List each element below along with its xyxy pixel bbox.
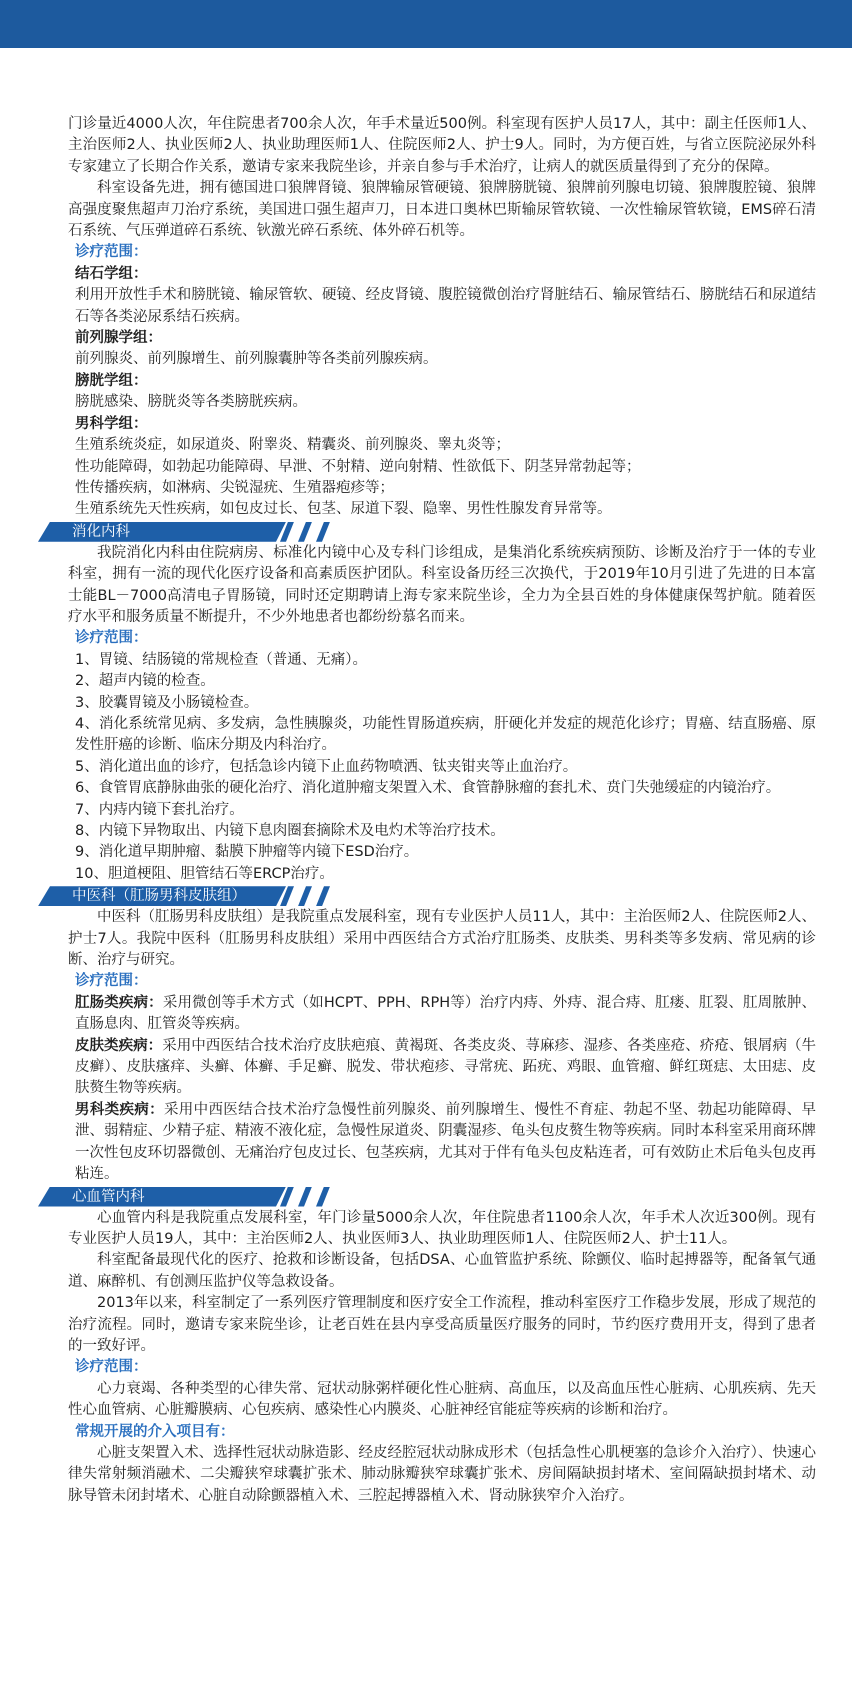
digestive-item-6: 6、食管胃底静脉曲张的硬化治疗、消化道肿瘤支架置入术、食管静脉瘤的套扎术、贲门失弛缓症的内镜治疗。 <box>75 780 781 797</box>
urology-equipment-paragraph: 科室设备先进，拥有德国进口狼牌肾镜、狼牌输尿管硬镜、狼牌膀胱镜、狼牌前列腺电切镜、狼牌腹腔镜、狼牌高强度聚焦超声刀治疗系统，美国进口强生超声刀，日本进口奥林巴斯输尿管软镜、一次性输尿管软镜，EMS碎石清石系统、气压弹道碎石系统、钬激光碎石系统、体外碎石机等。 <box>68 180 816 240</box>
cardio-scope-text: 心力衰竭、各种类型的心律失常、冠状动脉粥样硬化性心脏病、高血压，以及高血压性心脏病、心肌疾病、先天性心血管病、心脏瓣膜病、心包疾病、感染性心内膜炎、心脏神经官能症等疾病的诊断和治疗。 <box>68 1380 816 1419</box>
digestive-item-1: 1、胃镜、结肠镜的常规检查（普通、无痛）。 <box>75 651 367 668</box>
tcm-item-anorectal-text: 采用微创等手术方式（如HCPT、PPH、RPH等）治疗内痔、外痔、混合痔、肛瘘、肛裂、肛周脓肿、直肠息肉、肛管炎等疾病。 <box>75 994 817 1033</box>
digestive-item-8: 8、内镜下异物取出、内镜下息肉圈套摘除术及电灼术等治疗技术。 <box>75 823 505 839</box>
bladder-group-title: 膀胱学组： <box>75 372 148 389</box>
section-banner-tcm <box>38 886 338 906</box>
digestive-item-4: 4、消化系统常见病、多发病，急性胰腺炎，功能性胃肠道疾病，肝硬化并发症的规范化诊疗；胃癌、结直肠癌、原发性肝癌的诊断、临床分期及内科治疗。 <box>75 715 816 754</box>
section-banner-cardio <box>38 1187 338 1207</box>
cardio-intervention-heading: 常规开展的介入项目有： <box>75 1423 235 1440</box>
cardio-intervention-text: 心脏支架置入术、选择性冠状动脉造影、经皮经腔冠状动脉成形术（包括急性心肌梗塞的急诊介入治疗）、快速心律失常射频消融术、二尖瓣狭窄球囊扩张术、肺动脉瓣狭窄球囊扩张术、房间隔缺损封堵术、室间隔缺损封堵术、动脉导管未闭封堵术、心脏自动除颤器植入术、三腔起搏器植入术、肾动脉狭窄介入治疗。 <box>68 1444 816 1504</box>
digestive-item-7: 7、内痔内镜下套扎治疗。 <box>75 801 244 818</box>
digestive-item-9: 9、消化道早期肿瘤、黏膜下肿瘤等内镜下ESD治疗。 <box>75 844 419 861</box>
section-title-cardio: 心血管内科 <box>72 1188 145 1205</box>
digestive-intro-paragraph: 我院消化内科由住院病房、标准化内镜中心及专科门诊组成，是集消化系统疾病预防、诊断及治疗于一体的专业科室，拥有一流的现代化医疗设备和高素质医护团队。科室设备历经三次换代，于2019年10月引进了先进的日本富士能BL－7000高清电子胃肠镜，同时还定期聘请上海专家来院坐诊，全力为全县百姓的身体健康保驾护航。随着医疗水平和服务质量不断提升，不少外地患者也都纷纷慕名而来。 <box>68 544 816 625</box>
andrology-line-1: 生殖系统炎症，如尿道炎、附睾炎、精囊炎、前列腺炎、睾丸炎等； <box>75 437 510 454</box>
digestive-item-3: 3、胶囊胃镜及小肠镜检查。 <box>75 694 259 711</box>
tcm-item-andrology-label: 男科类疾病： <box>75 1101 164 1118</box>
tcm-item-andrology <box>68 1100 816 1186</box>
tcm-item-skin-label: 皮肤类疾病： <box>75 1037 163 1054</box>
tcm-scope-heading: 诊疗范围： <box>75 973 148 990</box>
section-title-tcm: 中医科（肛肠男科皮肤组） <box>72 888 246 905</box>
section-title-digestive: 消化内科 <box>72 523 130 540</box>
document-body <box>68 114 816 1507</box>
stone-group-text: 利用开放性手术和膀胱镜、输尿管软、硬镜、经皮肾镜、腹腔镜微创治疗肾脏结石、输尿管结石、膀胱结石和尿道结石等各类泌尿系结石疾病。 <box>75 287 816 325</box>
cardio-history-paragraph: 2013年以来，科室制定了一系列医疗管理制度和医疗安全工作流程，推动科室医疗工作稳步发展，形成了规范的治疗流程。同时，邀请专家来院坐诊，让老百姓在县内享受高质量医疗服务的同时，节约医疗费用开支，得到了患者的一致好评。 <box>68 1295 816 1354</box>
andrology-line-2: 性功能障碍，如勃起功能障碍、早泄、不射精、逆向射精、性欲低下、阴茎异常勃起等； <box>75 458 641 475</box>
andrology-line-3: 性传播疾病，如淋病、尖锐湿疣、生殖器疱疹等； <box>75 479 394 496</box>
top-header-bar <box>0 0 852 48</box>
prostate-group-text: 前列腺炎、前列腺增生、前列腺囊肿等各类前列腺疾病。 <box>75 351 438 368</box>
stone-group-title: 结石学组： <box>75 265 148 282</box>
urology-scope-heading: 诊疗范围： <box>75 244 148 261</box>
digestive-item-10: 10、胆道梗阻、胆管结石等ERCP治疗。 <box>75 865 334 882</box>
tcm-item-anorectal-label: 肛肠类疾病： <box>75 994 163 1011</box>
prostate-group-title: 前列腺学组： <box>75 330 162 347</box>
cardio-intro-paragraph: 心血管内科是我院重点发展科室，年门诊量5000余人次，年住院患者1100余人次，年手术人次近300例。现有专业医护人员19人，其中：主治医师2人、执业医师3人、执业助理医师1人、住院医师2人、护士11人。 <box>68 1209 816 1247</box>
section-banner-digestive <box>38 522 338 542</box>
tcm-item-andrology-text: 采用中西医结合技术治疗急慢性前列腺炎、前列腺增生、慢性不育症、勃起不坚、勃起功能障碍、早泄、弱精症、少精子症、精液不液化症，急慢性尿道炎、阴囊湿疹、龟头包皮赘生物等疾病。同时本科室采用商环牌一次性包皮环切器微创、无痛治疗包皮过长、包茎疾病，尤其对于伴有龟头包皮粘连者，可有效防止术后龟头包皮再粘连。 <box>75 1101 817 1183</box>
urology-intro-paragraph: 门诊量近4000人次，年住院患者700余人次，年手术量近500例。科室现有医护人员17人，其中：副主任医师1人、主治医师2人、执业医师2人、执业助理医师1人、住院医师2人、护士9人。同时，为方便百姓，与省立医院泌尿外科专家建立了长期合作关系，邀请专家来我院坐诊，并亲自参与手术治疗，让病人的就医质量得到了充分的保障。 <box>68 116 816 175</box>
tcm-item-skin-text: 采用中西医结合技术治疗皮肤疤痕、黄褐斑、各类皮炎、荨麻疹、湿疹、各类座疮、疥疮、银屑病（牛皮癣）、皮肤瘙痒、头癣、体癣、手足癣、脱发、带状疱疹、寻常疣、跖疣、鸡眼、血管瘤、鲜红斑痣、太田痣、皮肤赘生物等疾病。 <box>75 1037 817 1097</box>
tcm-item-skin <box>68 1036 816 1100</box>
andrology-group-title: 男科学组： <box>75 415 148 432</box>
tcm-intro-paragraph: 中医科（肛肠男科皮肤组）是我院重点发展科室，现有专业医护人员11人，其中：主治医师2人、住院医师2人、护士7人。我院中医科（肛肠男科皮肤组）采用中西医结合方式治疗肛肠类、皮肤类、男科类等多发病、常见病的诊断、治疗与研究。 <box>68 909 816 969</box>
cardio-equipment-paragraph: 科室配备最现代化的医疗、抢救和诊断设备，包括DSA、心血管监护系统、除颤仪、临时起搏器等，配备氧气通道、麻醉机、有创测压监护仪等急救设备。 <box>68 1252 816 1290</box>
cardio-scope-heading: 诊疗范围： <box>75 1359 148 1376</box>
digestive-item-5: 5、消化道出血的诊疗，包括急诊内镜下止血药物喷洒、钛夹钳夹等止血治疗。 <box>75 758 578 775</box>
andrology-line-4: 生殖系统先天性疾病，如包皮过长、包茎、尿道下裂、隐睾、男性性腺发育异常等。 <box>75 501 612 518</box>
digestive-scope-heading: 诊疗范围： <box>75 630 148 647</box>
tcm-item-anorectal <box>68 993 816 1036</box>
digestive-item-2: 2、超声内镜的检查。 <box>75 673 215 690</box>
bladder-group-text: 膀胱感染、膀胱炎等各类膀胱疾病。 <box>75 394 307 411</box>
